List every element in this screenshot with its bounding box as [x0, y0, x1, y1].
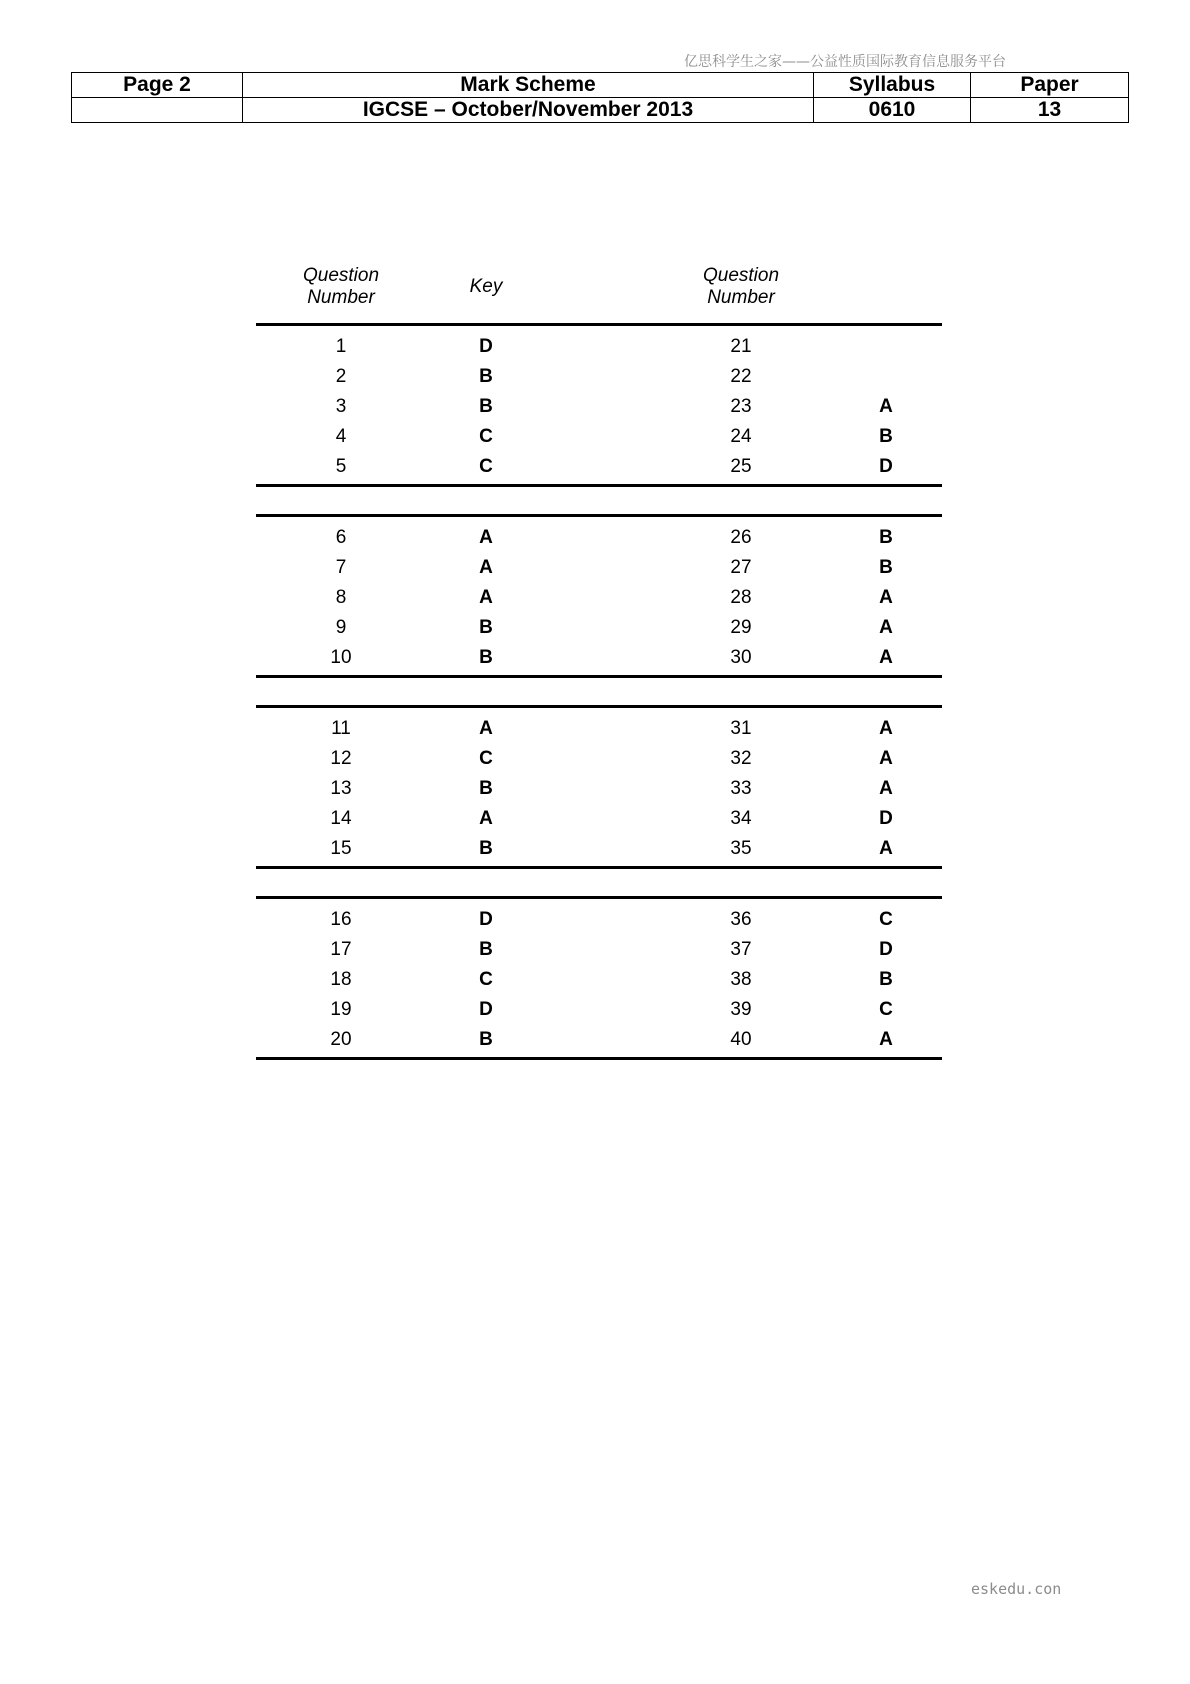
question-number: 40 [730, 1029, 752, 1050]
answer-key: A [879, 587, 893, 608]
table-row [256, 774, 942, 804]
answer-key: A [879, 748, 893, 769]
question-number: 17 [330, 939, 352, 960]
answer-key: A [479, 587, 493, 608]
table-row [256, 422, 942, 452]
question-number: 8 [335, 587, 347, 608]
question-number: 6 [335, 527, 347, 548]
table-row [256, 452, 942, 482]
question-number: 1 [335, 336, 347, 357]
table-row [256, 523, 942, 553]
syllabus-label: Syllabus [814, 73, 971, 98]
answer-key: A [879, 617, 893, 638]
question-number-header-right: Question Number [702, 265, 780, 308]
table-header [256, 263, 942, 326]
table-row [256, 362, 942, 392]
question-number: 21 [730, 336, 752, 357]
table-row [256, 613, 942, 643]
answer-key: A [479, 557, 493, 578]
question-number: 11 [331, 718, 351, 739]
answer-key: A [479, 718, 493, 739]
answer-key: A [879, 1029, 893, 1050]
answer-key: D [879, 808, 893, 829]
question-number: 29 [730, 617, 752, 638]
answer-key: B [479, 778, 493, 799]
answer-key: C [479, 426, 493, 447]
table-row [256, 714, 942, 744]
answer-key: D [479, 909, 493, 930]
page-number: Page 2 [72, 73, 243, 98]
question-number: 24 [730, 426, 752, 447]
question-number: 22 [730, 366, 752, 387]
question-number-header-left: Question Number [302, 265, 380, 308]
table-row [256, 905, 942, 935]
watermark-text: 亿思科学生之家——公益性质国际教育信息服务平台 [684, 54, 1006, 70]
answer-key: B [879, 557, 893, 578]
answer-key: A [479, 808, 493, 829]
answer-key: A [879, 838, 893, 859]
answer-block [256, 517, 942, 678]
table-row [256, 965, 942, 995]
header-table [71, 72, 1129, 123]
answer-key: B [879, 969, 893, 990]
question-number: 34 [730, 808, 752, 829]
question-number: 5 [335, 456, 347, 477]
answer-key: B [479, 838, 493, 859]
question-number: 3 [335, 396, 347, 417]
question-number: 32 [730, 748, 752, 769]
question-number: 7 [335, 557, 347, 578]
answer-key: C [479, 456, 493, 477]
answer-key: B [479, 1029, 493, 1050]
answer-key: A [879, 396, 893, 417]
answer-block [256, 708, 942, 869]
question-number: 30 [730, 647, 752, 668]
answer-key: D [479, 999, 493, 1020]
question-number: 16 [330, 909, 352, 930]
answer-key: A [479, 527, 493, 548]
answer-key: B [479, 366, 493, 387]
key-header-left: Key [469, 276, 503, 297]
question-number: 28 [730, 587, 752, 608]
question-number: 15 [330, 838, 352, 859]
answer-key: B [479, 647, 493, 668]
answer-block [256, 899, 942, 1060]
question-number: 2 [335, 366, 347, 387]
question-number: 4 [335, 426, 347, 447]
table-row [256, 332, 942, 362]
table-row [256, 834, 942, 864]
question-number: 27 [730, 557, 752, 578]
answer-key: D [879, 939, 893, 960]
question-number: 39 [730, 999, 752, 1020]
answer-key: A [879, 778, 893, 799]
table-row [256, 804, 942, 834]
table-row [256, 643, 942, 673]
table-row [256, 553, 942, 583]
question-number: 20 [330, 1029, 352, 1050]
table-body [256, 326, 942, 1060]
question-number: 35 [730, 838, 752, 859]
table-row [256, 744, 942, 774]
question-number: 13 [330, 778, 352, 799]
answer-key: C [879, 999, 893, 1020]
empty-cell [72, 98, 243, 123]
document-title: Mark Scheme [243, 73, 814, 98]
question-number: 33 [730, 778, 752, 799]
syllabus-code: 0610 [814, 98, 971, 123]
answer-key-table [256, 263, 942, 1060]
answer-block [256, 326, 942, 487]
question-number: 23 [730, 396, 752, 417]
question-number: 9 [335, 617, 347, 638]
answer-key: D [879, 456, 893, 477]
answer-key: A [879, 647, 893, 668]
footer-text: eskedu.con [971, 1580, 1062, 1598]
table-row [256, 935, 942, 965]
paper-number: 13 [971, 98, 1129, 123]
table-row [256, 995, 942, 1025]
answer-key: B [879, 426, 893, 447]
answer-key: A [879, 718, 893, 739]
answer-key: B [479, 617, 493, 638]
table-row [256, 1025, 942, 1055]
table-row [256, 583, 942, 613]
question-number: 19 [330, 999, 352, 1020]
answer-key: B [879, 527, 893, 548]
question-number: 36 [730, 909, 752, 930]
answer-key: C [879, 909, 893, 930]
answer-key: C [479, 969, 493, 990]
block-separator [256, 487, 942, 517]
question-number: 25 [730, 456, 752, 477]
question-number: 14 [330, 808, 352, 829]
paper-label: Paper [971, 73, 1129, 98]
question-number: 18 [330, 969, 352, 990]
question-number: 37 [730, 939, 752, 960]
answer-key: B [479, 396, 493, 417]
question-number: 10 [330, 647, 352, 668]
question-number: 38 [730, 969, 752, 990]
question-number: 26 [730, 527, 752, 548]
question-number: 31 [730, 718, 752, 739]
answer-key: B [479, 939, 493, 960]
block-separator [256, 869, 942, 899]
question-number: 12 [330, 748, 352, 769]
answer-key: D [479, 336, 493, 357]
block-separator [256, 678, 942, 708]
answer-key: C [479, 748, 493, 769]
table-row [256, 392, 942, 422]
exam-session: IGCSE – October/November 2013 [243, 98, 814, 123]
